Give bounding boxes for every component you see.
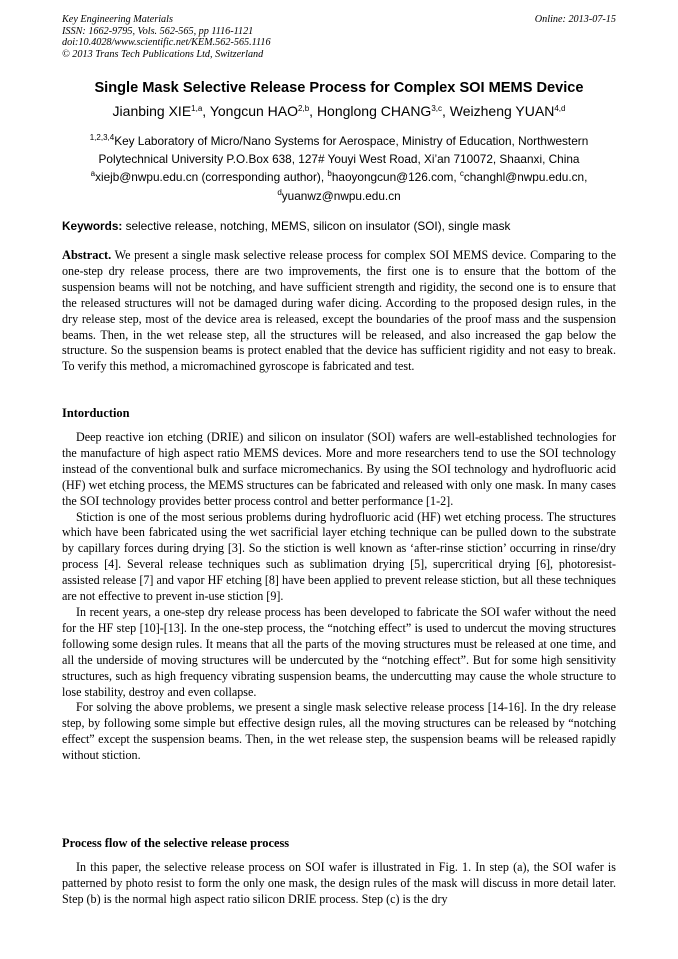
journal-copyright: © 2013 Trans Tech Publications Ltd, Switzerland [62,48,264,60]
online-date: Online: 2013-07-15 [534,14,616,25]
author-sup: 3,c [431,104,442,113]
author-sup: 1,a [191,104,203,113]
abstract-label: Abstract. [62,248,112,262]
author-list: Jianbing XIE$^{1,a}$, Yongcun HAO$^{2,b}$, Honglong CHANG$^{3,c}$, Weizheng YUAN$^{4,d}$ [112,103,566,119]
keywords [62,219,622,233]
affiliation-line-2: Polytechnical University P.O.Box 638, 127# Youyi West Road, Xi’an 710072, Shaanxi, China [98,152,580,167]
introduction-heading: Intorduction [62,406,130,420]
email-d: yuanwz@nwpu.edu.cn [281,188,401,203]
affiliation [40,132,638,205]
email-b: haoyongcun@126.com, [331,170,460,185]
journal-name: Key Engineering Materials [62,14,173,25]
paragraph: Stiction is one of the most serious problems during hydrofluoric acid (HF) wet etching process. The structures which have been fabricated using the wet sacrificial layer etching technique can be pulled down to the substrate by capillary forces during drying [3]. So the stiction is well known as ‘after-rinse stiction’ occurring in rinse/dry process [4]. Several release techniques such as sublimation drying [5], supercritical drying [6], photoresist-assisted release [7] and vapor HF etching [8] have been applied to prevent release stiction, but all these techniques are not effective to prevent in-use stiction [9]. [62,509,616,604]
keywords-label: Keywords: [62,219,123,233]
email-line-2: $^d$yuanwz@nwpu.edu.cn [277,187,401,203]
author-name: Jianbing XIE [112,103,192,119]
author-sup: 4,d [554,104,566,113]
affiliation-line-1: $^{1,2,3,4}$Key Laboratory of Micro/Nano Systems for Aerospace, Ministry of Education, Northwestern [89,133,589,148]
email-line-1: $^a$xiejb@nwpu.edu.cn (corresponding author), $^b$haoyongcun@126.com, $^c$changhl@nwpu.edu.cn, [90,169,588,185]
author-name: Honglong CHANG [316,103,432,119]
email-a: xiejb@nwpu.edu.cn (corresponding author), [95,170,328,185]
email-c: changhl@nwpu.edu.cn, [463,170,588,185]
abstract [62,248,616,375]
author-name: Yongcun HAO [209,103,299,119]
author-name: Weizheng YUAN [449,103,555,119]
paragraph: Deep reactive ion etching (DRIE) and silicon on insulator (SOI) wafers are well-established technologies for the manufacture of high aspect ratio MEMS devices. More and more researchers tend to use the SOI technology instead of the conventional bulk and surface micromechanics. By using the SOI technology and hydrofluoric acid (HF) wet etching process, the MEMS structures can be fabricated and released with only one mask. In many cases the SOI technology provides better process control and better performance [1-2]. [62,430,616,508]
abstract-text: We present a single mask selective release process for complex SOI MEMS device. Comparing to the one-step dry release process, there are two improvements, the first one is to ensure that the bottom of the suspension beams will not be notching, and have sufficient strength and rigidity, the second one is to ensure that the released structures will not be damaged during wafer dicing. According to the proposed design rules, in the dry release step, most of the device area is released, except the boundaries of the proof mass and the suspension beams. Then, in the wet release step, all the structures will be released, and also increased the gap below the structure. So the suspension beams is protect enabled that the device has sufficient rigidity and not easy to break. To verify this method, a micromachined gyroscope is fabricated and test. [62,248,616,374]
keywords-text: selective release, notching, MEMS, silicon on insulator (SOI), single mask [122,219,511,233]
paragraph: In this paper, the selective release process on SOI wafer is illustrated in Fig. 1. In step (a), the SOI wafer is patterned by photo resist to form the only one mask, the design rules of the mask will discuss in more detail later. Step (b) is the normal high aspect ratio silicon DRIE process. Step (c) is the dry [62,860,616,906]
journal-issn: ISSN: 1662-9795, Vols. 562-565, pp 1116-1121 [62,25,254,37]
journal-doi: doi:10.4028/www.scientific.net/KEM.562-565.1116 [62,37,271,49]
paragraph: In recent years, a one-step dry release process has been developed to fabricate the SOI wafer without the need for the HF step [10]-[13]. In the one-step process, the “notching effect” is used to undercut the moving structures following some design rules. It means that all the parts of the moving structures must be released at one time, and all the underside of moving structures will be undercuted by the “notching effect”. But for some high sensitivity structures, such as high frequency vibrating suspension beams, the undercutting may cause the whole structure to lose stability, destroy and even collapse. [62,604,616,699]
paragraph: For solving the above problems, we present a single mask selective release process [14-16]. In the dry release step, by following some simple but effective design rules, all the moving structures can be released by “notching effect” except the suspension beams. Then, in the wet release step, the suspension beams will be released rapidly without stiction. [62,700,616,763]
paper-title: Single Mask Selective Release Process for Complex SOI MEMS Device [94,80,584,96]
author-sup: 2,b [298,104,310,113]
process-flow-body [62,860,616,908]
journal-header [62,14,271,60]
process-flow-heading: Process flow of the selective release process [62,836,290,850]
introduction-body [62,430,616,764]
